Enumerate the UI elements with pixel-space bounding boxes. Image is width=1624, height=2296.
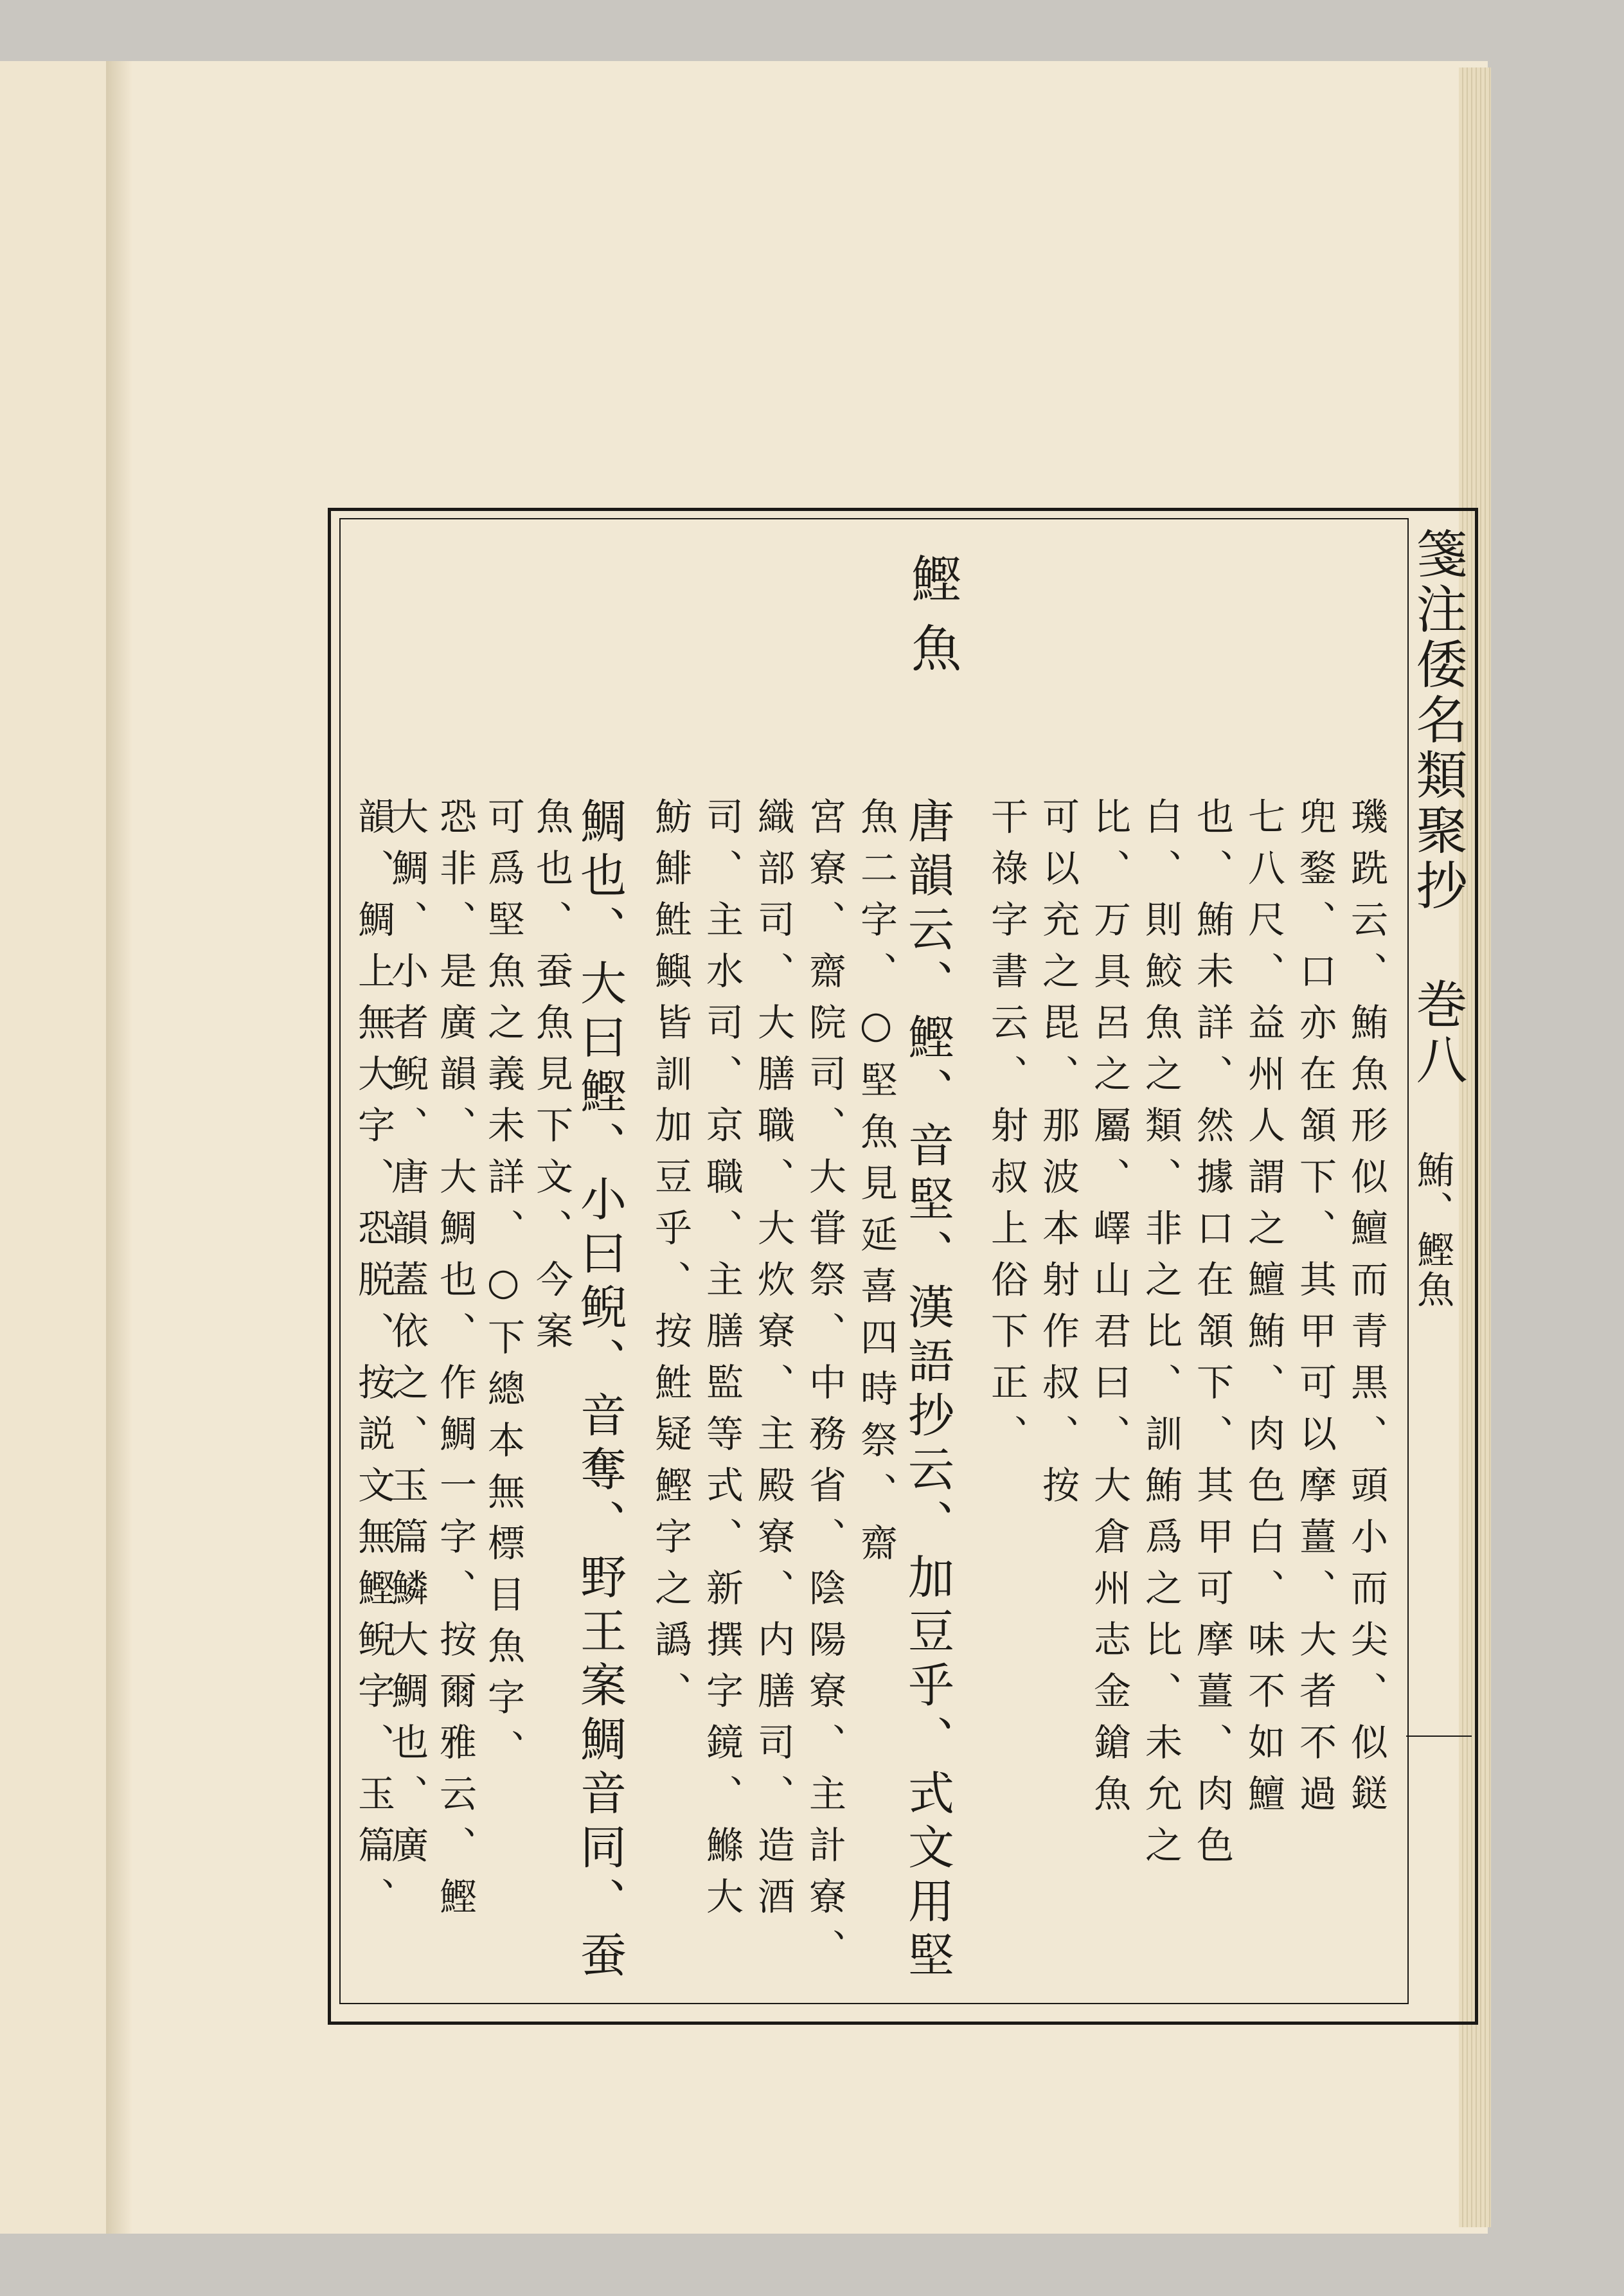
text-line: 兜鍪、口亦在頷下、其甲可以摩薑、大者不過 [1293,797,1337,1825]
text-line: 魚二字、○堅魚見延喜四時祭、齋 [854,797,898,1575]
text-line: 干祿字書云、射叔上俗下正、 [985,797,1028,1466]
text-line: 司、主水司、京職、主膳監等式、新撰字鏡、鰷大 [700,797,744,1928]
text-line: 魴鯡鮏鱮皆訓加豆乎、按鮏疑鰹字之譌、 [648,797,692,1723]
margin-book-title: 箋注倭名類聚抄 巻八 [1407,527,1467,1088]
text-line: 璣跣云、鮪魚形似鱣而青黒、頭小而尖、似鎹 [1344,797,1388,1825]
entry-heading: 鰹魚 [903,553,961,692]
text-line: 可以充之毘、那波本射作叔、按 [1036,797,1080,1517]
book-gutter [106,61,132,2234]
text-line: 魚也、蚕魚見下文、今案 [530,797,573,1363]
text-line: 可爲堅魚之義未詳、○下總本無標目魚字、 [481,797,525,1780]
text-line: 鯛也、大曰鰹、小曰鲵、音奪、野王案鯛音同、蚕 [573,797,627,1985]
text-line: 宮寮、齋院司、大甞祭、中務省、陰陽寮、主計寮、 [803,797,846,1980]
text-line: 大鯛、小者鲵、唐韻蓋依之、玉篇鱗大鯛也、廣 [385,797,429,1877]
margin-rule [1406,1735,1472,1737]
text-line: 韻、鯛上無大字、恐脱、按説文無鰹鲵字、玉篇、 [352,797,395,1928]
text-line: 七八尺、益州人謂之鱣鮪、肉色白、味不如鱣 [1242,797,1285,1825]
text-line: 恐非、是廣韻、大鯛也、作鯛一字、按爾雅云、鰹 [433,797,477,1928]
margin-section-title: 鮪、鰹魚 [1411,1151,1454,1310]
text-line: 唐韻云、鰹、音堅、漢語抄云、加豆乎、式文用堅 [900,797,954,1985]
text-line: 織部司、大膳職、大炊寮、主殿寮、内膳司、造酒 [751,797,795,1928]
text-line: 也、鮪未詳、然據口在頷下、其甲可摩薑、肉色 [1190,797,1234,1877]
text-line: 比、万具呂之屬、嶧山君曰、大倉州志金鎗魚 [1087,797,1131,1825]
text-line: 白、則鮫魚之類、非之比、訓鮪爲之比、未允之 [1139,797,1182,1877]
